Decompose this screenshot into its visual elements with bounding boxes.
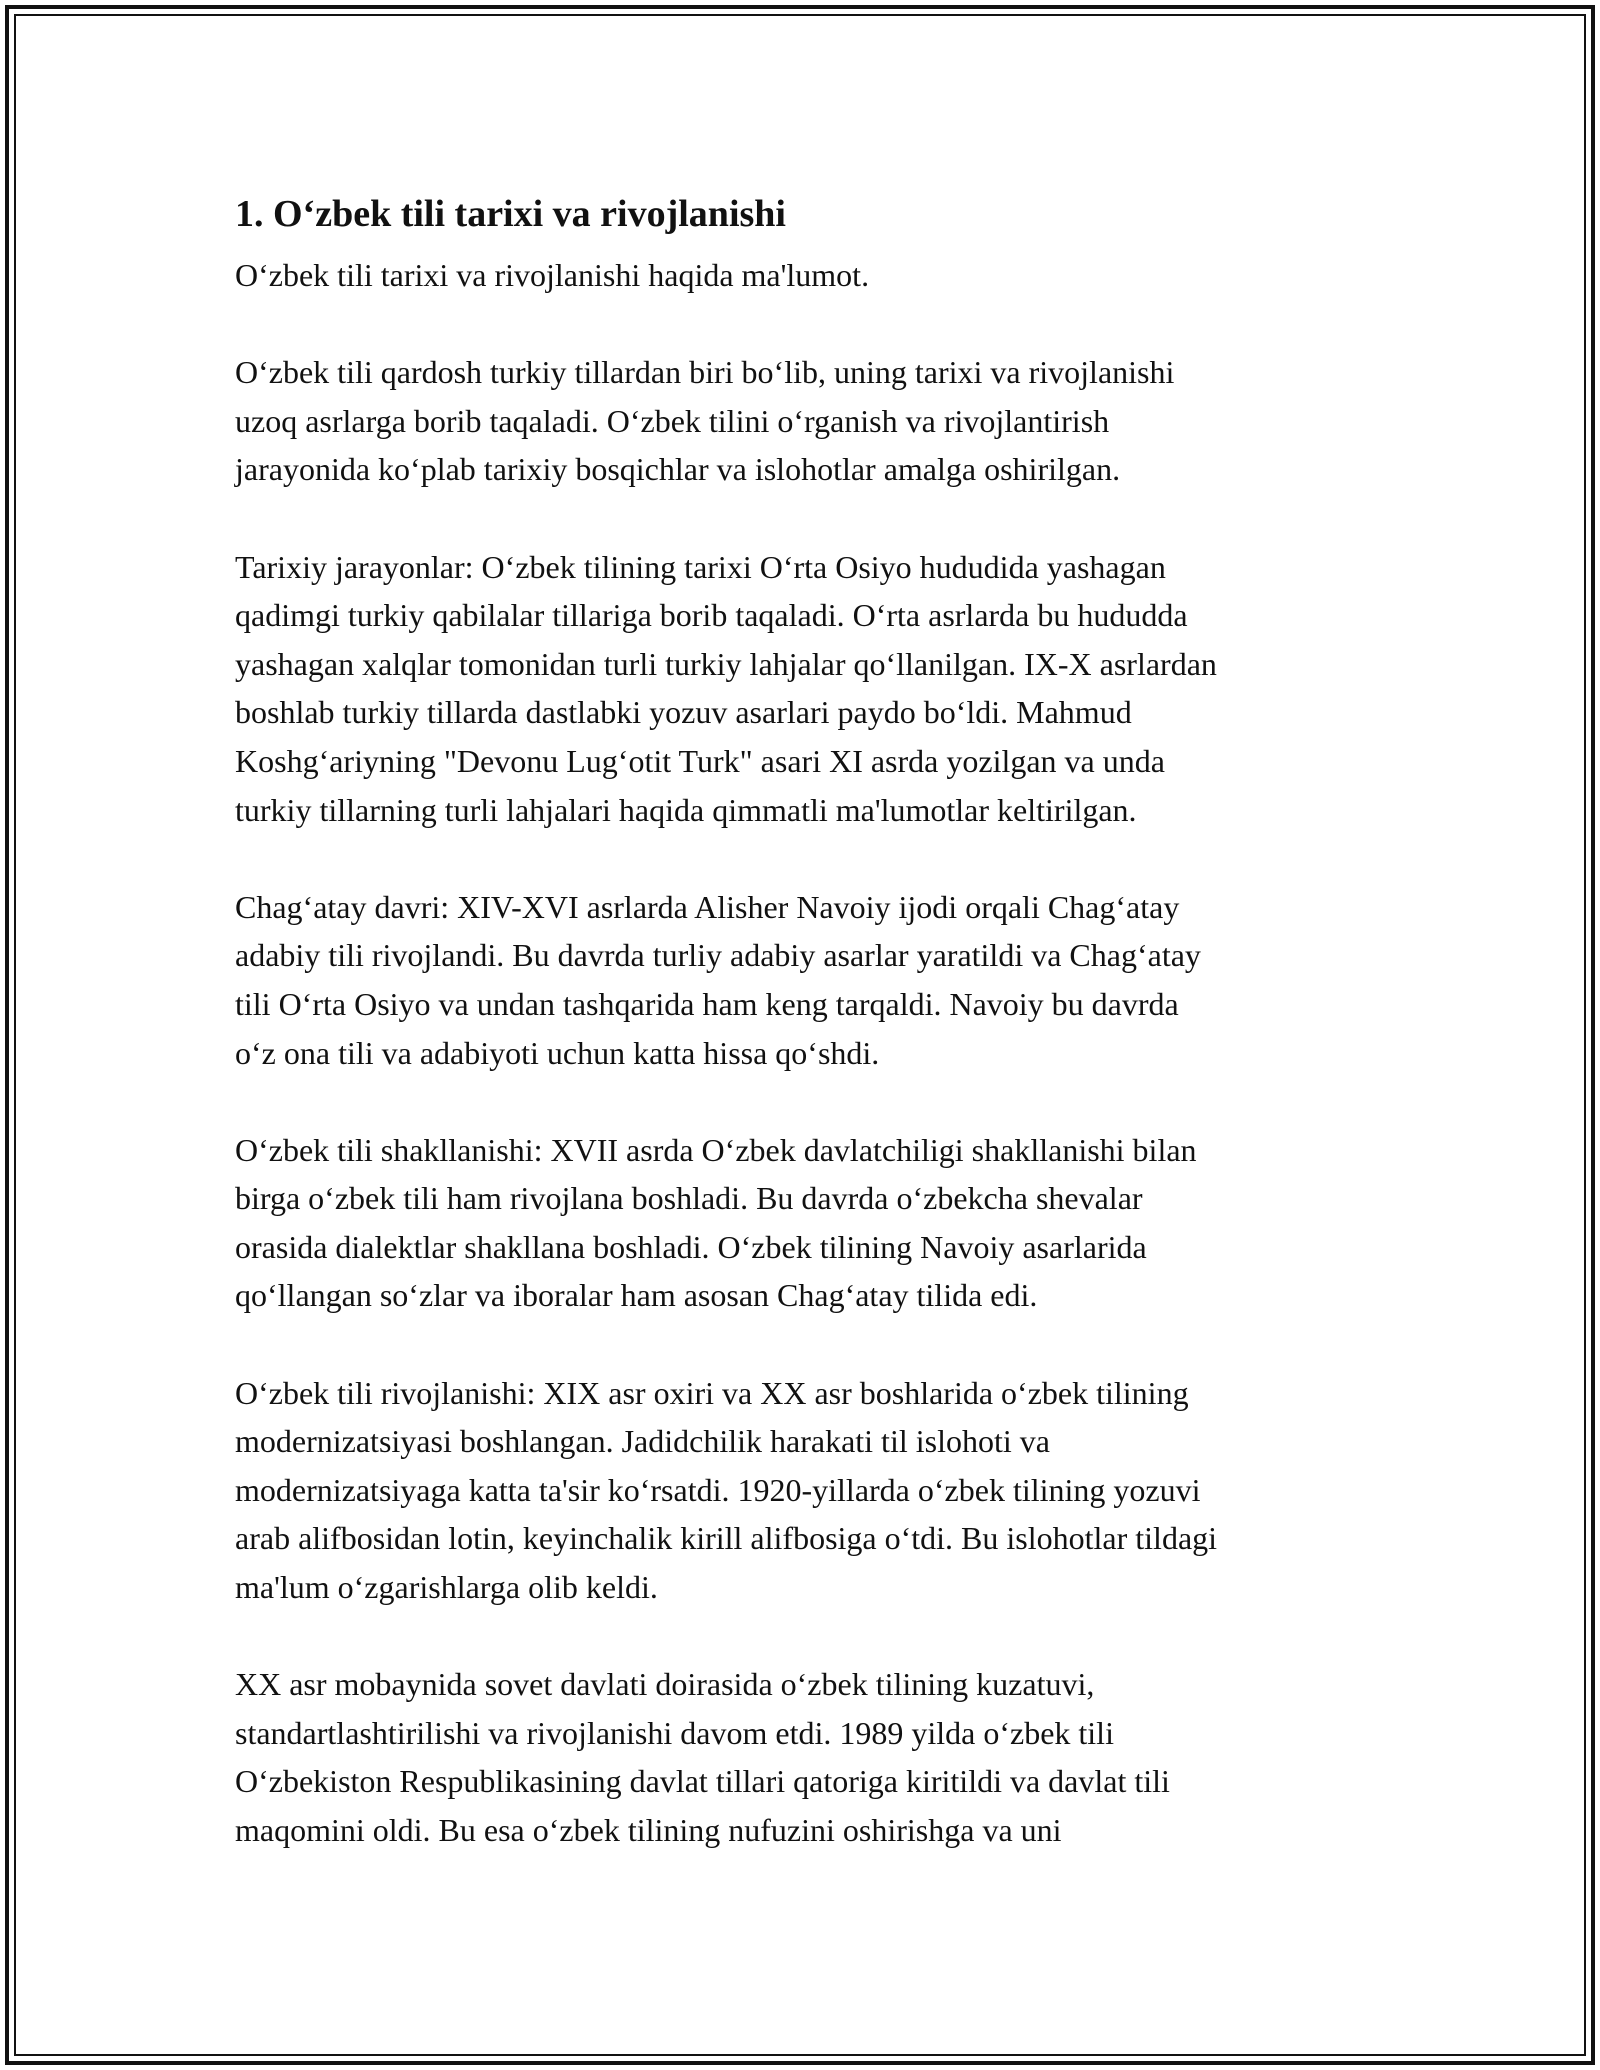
- text-line: qadimgi turkiy qabilalar tillariga borib taqaladi. O‘rta asrlarda bu hududda: [235, 597, 1188, 634]
- paragraph-twentieth-century: [235, 1660, 1380, 1854]
- text-line: O‘zbek tili tarixi va rivojlanishi haqida ma'lumot.: [235, 257, 870, 293]
- paragraph-overview: [235, 348, 1380, 494]
- text-line: Chag‘atay davri: XIV-XVI asrlarda Alisher Navoiy ijodi orqali Chag‘atay: [235, 888, 1180, 925]
- paragraph-chagatai-period: [235, 883, 1380, 1077]
- text-line: maqomini oldi. Bu esa o‘zbek tilining nufuzini oshirishga va uni: [235, 1812, 1062, 1848]
- text-line: O‘zbek tili qardosh turkiy tillardan biri bo‘lib, uning tarixi va rivojlanishi: [235, 354, 1175, 391]
- text-line: uzoq asrlarga borib taqaladi. O‘zbek tilini o‘rganish va rivojlantirish: [235, 402, 1110, 439]
- text-line: modernizatsiyaga katta ta'sir ko‘rsatdi. 1920-yillarda o‘zbek tilining yozuvi: [235, 1471, 1201, 1508]
- text-line: turkiy tillarning turli lahjalari haqida qimmatli ma'lumotlar keltirilgan.: [235, 791, 1137, 828]
- text-line: O‘zbek tili shakllanishi: XVII asrda O‘zbek davlatchiligi shakllanishi bilan: [235, 1131, 1197, 1168]
- text-line: o‘z ona tili va adabiyoti uchun katta hissa qo‘shdi.: [235, 1034, 880, 1071]
- text-line: boshlab turkiy tillarda dastlabki yozuv asarlari paydo bo‘ldi. Mahmud: [235, 694, 1132, 731]
- text-line: tili O‘rta Osiyo va undan tashqarida ham keng tarqaldi. Navoiy bu davrda: [235, 985, 1179, 1022]
- text-line: ma'lum o‘zgarishlarga olib keldi.: [235, 1569, 658, 1606]
- text-line: O‘zbekiston Respublikasining davlat tillari qatoriga kiritildi va davlat tili: [235, 1763, 1170, 1800]
- paragraph-intro: [235, 251, 1380, 300]
- document-body: [235, 185, 1380, 1903]
- paragraph-historical-processes: [235, 543, 1380, 835]
- text-line: qo‘llangan so‘zlar va iboralar ham asosan Chag‘atay tilida edi.: [235, 1277, 1038, 1314]
- document-title: 1. O‘zbek tili tarixi va rivojlanishi: [235, 193, 786, 235]
- text-line: orasida dialektlar shakllana boshladi. O‘zbek tilining Navoiy asarlarida: [235, 1228, 1147, 1265]
- paragraph-development: [235, 1369, 1380, 1612]
- text-line: arab alifbosidan lotin, keyinchalik kirill alifbosiga o‘tdi. Bu islohotlar tildagi: [235, 1520, 1218, 1557]
- text-line: yashagan xalqlar tomonidan turli turkiy lahjalar qo‘llanilgan. IX-X asrlardan: [235, 645, 1217, 682]
- text-line: Koshg‘ariyning "Devonu Lug‘otit Turk" asari XI asrda yozilgan va unda: [235, 742, 1165, 779]
- text-line: adabiy tili rivojlandi. Bu davrda turliy adabiy asarlar yaratildi va Chag‘atay: [235, 937, 1201, 974]
- text-line: O‘zbek tili rivojlanishi: XIX asr oxiri va XX asr boshlarida o‘zbek tilining: [235, 1374, 1189, 1411]
- text-line: XX asr mobaynida sovet davlati doirasida o‘zbek tilining kuzatuvi,: [235, 1666, 1095, 1703]
- text-line: standartlashtirilishi va rivojlanishi davom etdi. 1989 yilda o‘zbek tili: [235, 1714, 1114, 1751]
- text-line: jarayonida ko‘plab tarixiy bosqichlar va islohotlar amalga oshirilgan.: [235, 451, 1121, 488]
- text-line: modernizatsiyasi boshlangan. Jadidchilik harakati til islohoti va: [235, 1423, 1050, 1460]
- text-line: birga o‘zbek tili ham rivojlana boshladi. Bu davrda o‘zbekcha shevalar: [235, 1180, 1143, 1217]
- paragraph-formation: [235, 1126, 1380, 1320]
- text-line: Tarixiy jarayonlar: O‘zbek tilining tarixi O‘rta Osiyo hududida yashagan: [235, 548, 1166, 585]
